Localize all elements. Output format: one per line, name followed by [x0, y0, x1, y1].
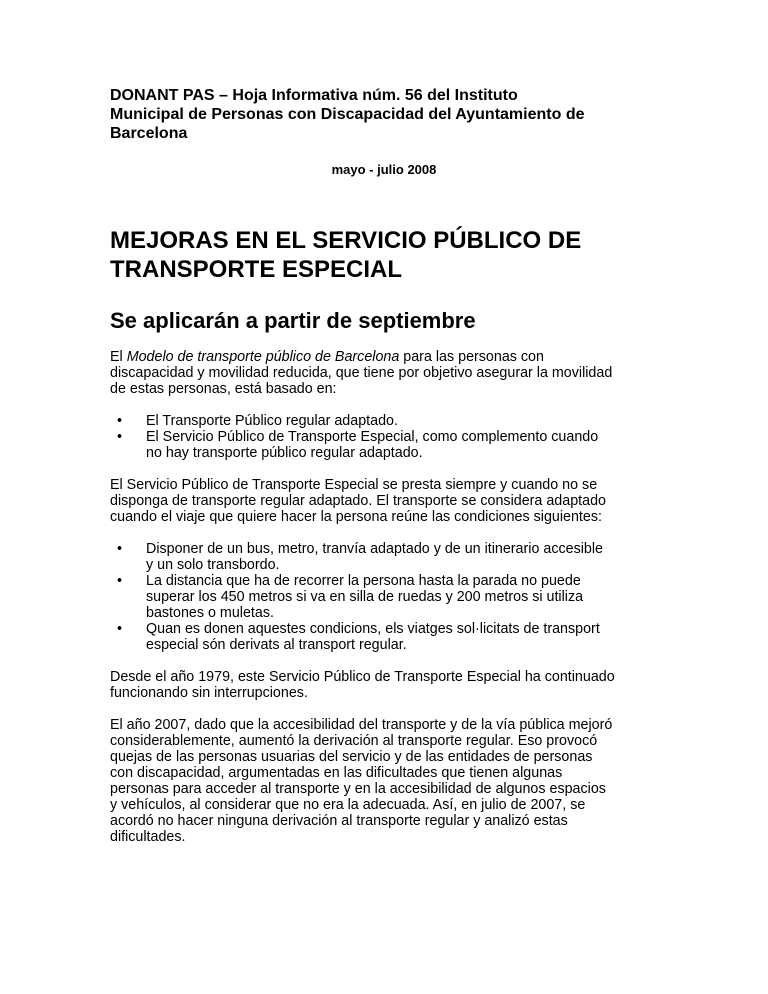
bullet-list — [110, 413, 670, 461]
list-item — [110, 541, 670, 573]
list-item — [110, 573, 670, 621]
bullet-icon: • — [117, 429, 123, 445]
text-line: acordó no hacer ninguna derivación al transporte regular y analizó estas — [110, 813, 568, 829]
paragraph — [110, 669, 670, 701]
title-line: MEJORAS EN EL SERVICIO PÚBLICO DE — [110, 227, 582, 254]
newsletter-header — [110, 86, 584, 143]
text-line: quejas de las personas usuarias del servicio y de las entidades de personas — [110, 749, 593, 765]
text-line: y vehículos, al considerar que no era la adecuada. Así, en julio de 2007, se — [110, 797, 586, 813]
text-line: dificultades. — [110, 829, 186, 845]
paragraph-intro — [110, 349, 670, 397]
text-line: no hay transporte público regular adaptado. — [146, 445, 423, 461]
header-line: Municipal de Personas con Discapacidad del Ayuntamiento de — [110, 106, 585, 123]
text-line: La distancia que ha de recorrer la persona hasta la parada no puede — [146, 573, 581, 589]
list-item — [110, 413, 670, 429]
text-line — [110, 349, 670, 365]
list-item — [110, 429, 670, 461]
paragraph — [110, 477, 670, 525]
bullet-icon: • — [117, 621, 123, 637]
bullet-icon: • — [117, 413, 123, 429]
text-line: disponga de transporte regular adaptado. El transporte se considera adaptado — [110, 493, 606, 509]
text-line: El año 2007, dado que la accesibilidad del transporte y de la vía pública mejoró — [110, 717, 613, 733]
article-body — [110, 349, 670, 861]
text-line: y un solo transbordo. — [146, 557, 280, 573]
text-line: especial són derivats al transport regular. — [146, 637, 407, 653]
text-line: bastones o muletas. — [146, 605, 274, 621]
text-line: Quan es donen aquestes condicions, els viatges sol·licitats de transport — [146, 621, 600, 637]
text-line: considerablemente, aumentó la derivación al transporte regular. Eso provocó — [110, 733, 598, 749]
text-line: El Transporte Público regular adaptado. — [146, 413, 398, 429]
text-line: Desde el año 1979, este Servicio Público de Transporte Especial ha continuado — [110, 669, 615, 685]
text-line: funcionando sin interrupciones. — [110, 685, 308, 701]
text-line: El Servicio Público de Transporte Especial, como complemento cuando — [146, 429, 599, 445]
page-title — [110, 226, 581, 284]
text-line: El Servicio Público de Transporte Especial se presta siempre y cuando no se — [110, 477, 598, 493]
text-line: personas para acceder al transporte y en la accesibilidad de algunos espacios — [110, 781, 606, 797]
issue-date: mayo - julio 2008 — [331, 162, 437, 177]
text-line: cuando el viaje que quiere hacer la persona reúne las condiciones siguientes: — [110, 509, 602, 525]
bullet-icon: • — [117, 573, 123, 589]
text: para las personas con — [399, 349, 544, 365]
bullet-list — [110, 541, 670, 653]
text-line: de estas personas, está basado en: — [110, 381, 337, 397]
text-line: Disponer de un bus, metro, tranvía adaptado y de un itinerario accesible — [146, 541, 603, 557]
text-line: con discapacidad, argumentadas en las dificultades que tienen algunas — [110, 765, 563, 781]
paragraph — [110, 717, 670, 845]
text-line: superar los 450 metros si va en silla de ruedas y 200 metros si utiliza — [146, 589, 584, 605]
header-line: Barcelona — [110, 125, 188, 142]
list-item — [110, 621, 670, 653]
bullet-icon: • — [117, 541, 123, 557]
title-line: TRANSPORTE ESPECIAL — [110, 256, 403, 283]
header-line: DONANT PAS – Hoja Informativa núm. 56 del Instituto — [110, 87, 518, 104]
text: El — [110, 349, 127, 365]
text-line: discapacidad y movilidad reducida, que tiene por objetivo asegurar la movilidad — [110, 365, 613, 381]
model-title-italic: Modelo de transporte público de Barcelona — [126, 349, 400, 365]
subtitle: Se aplicarán a partir de septiembre — [110, 308, 476, 333]
